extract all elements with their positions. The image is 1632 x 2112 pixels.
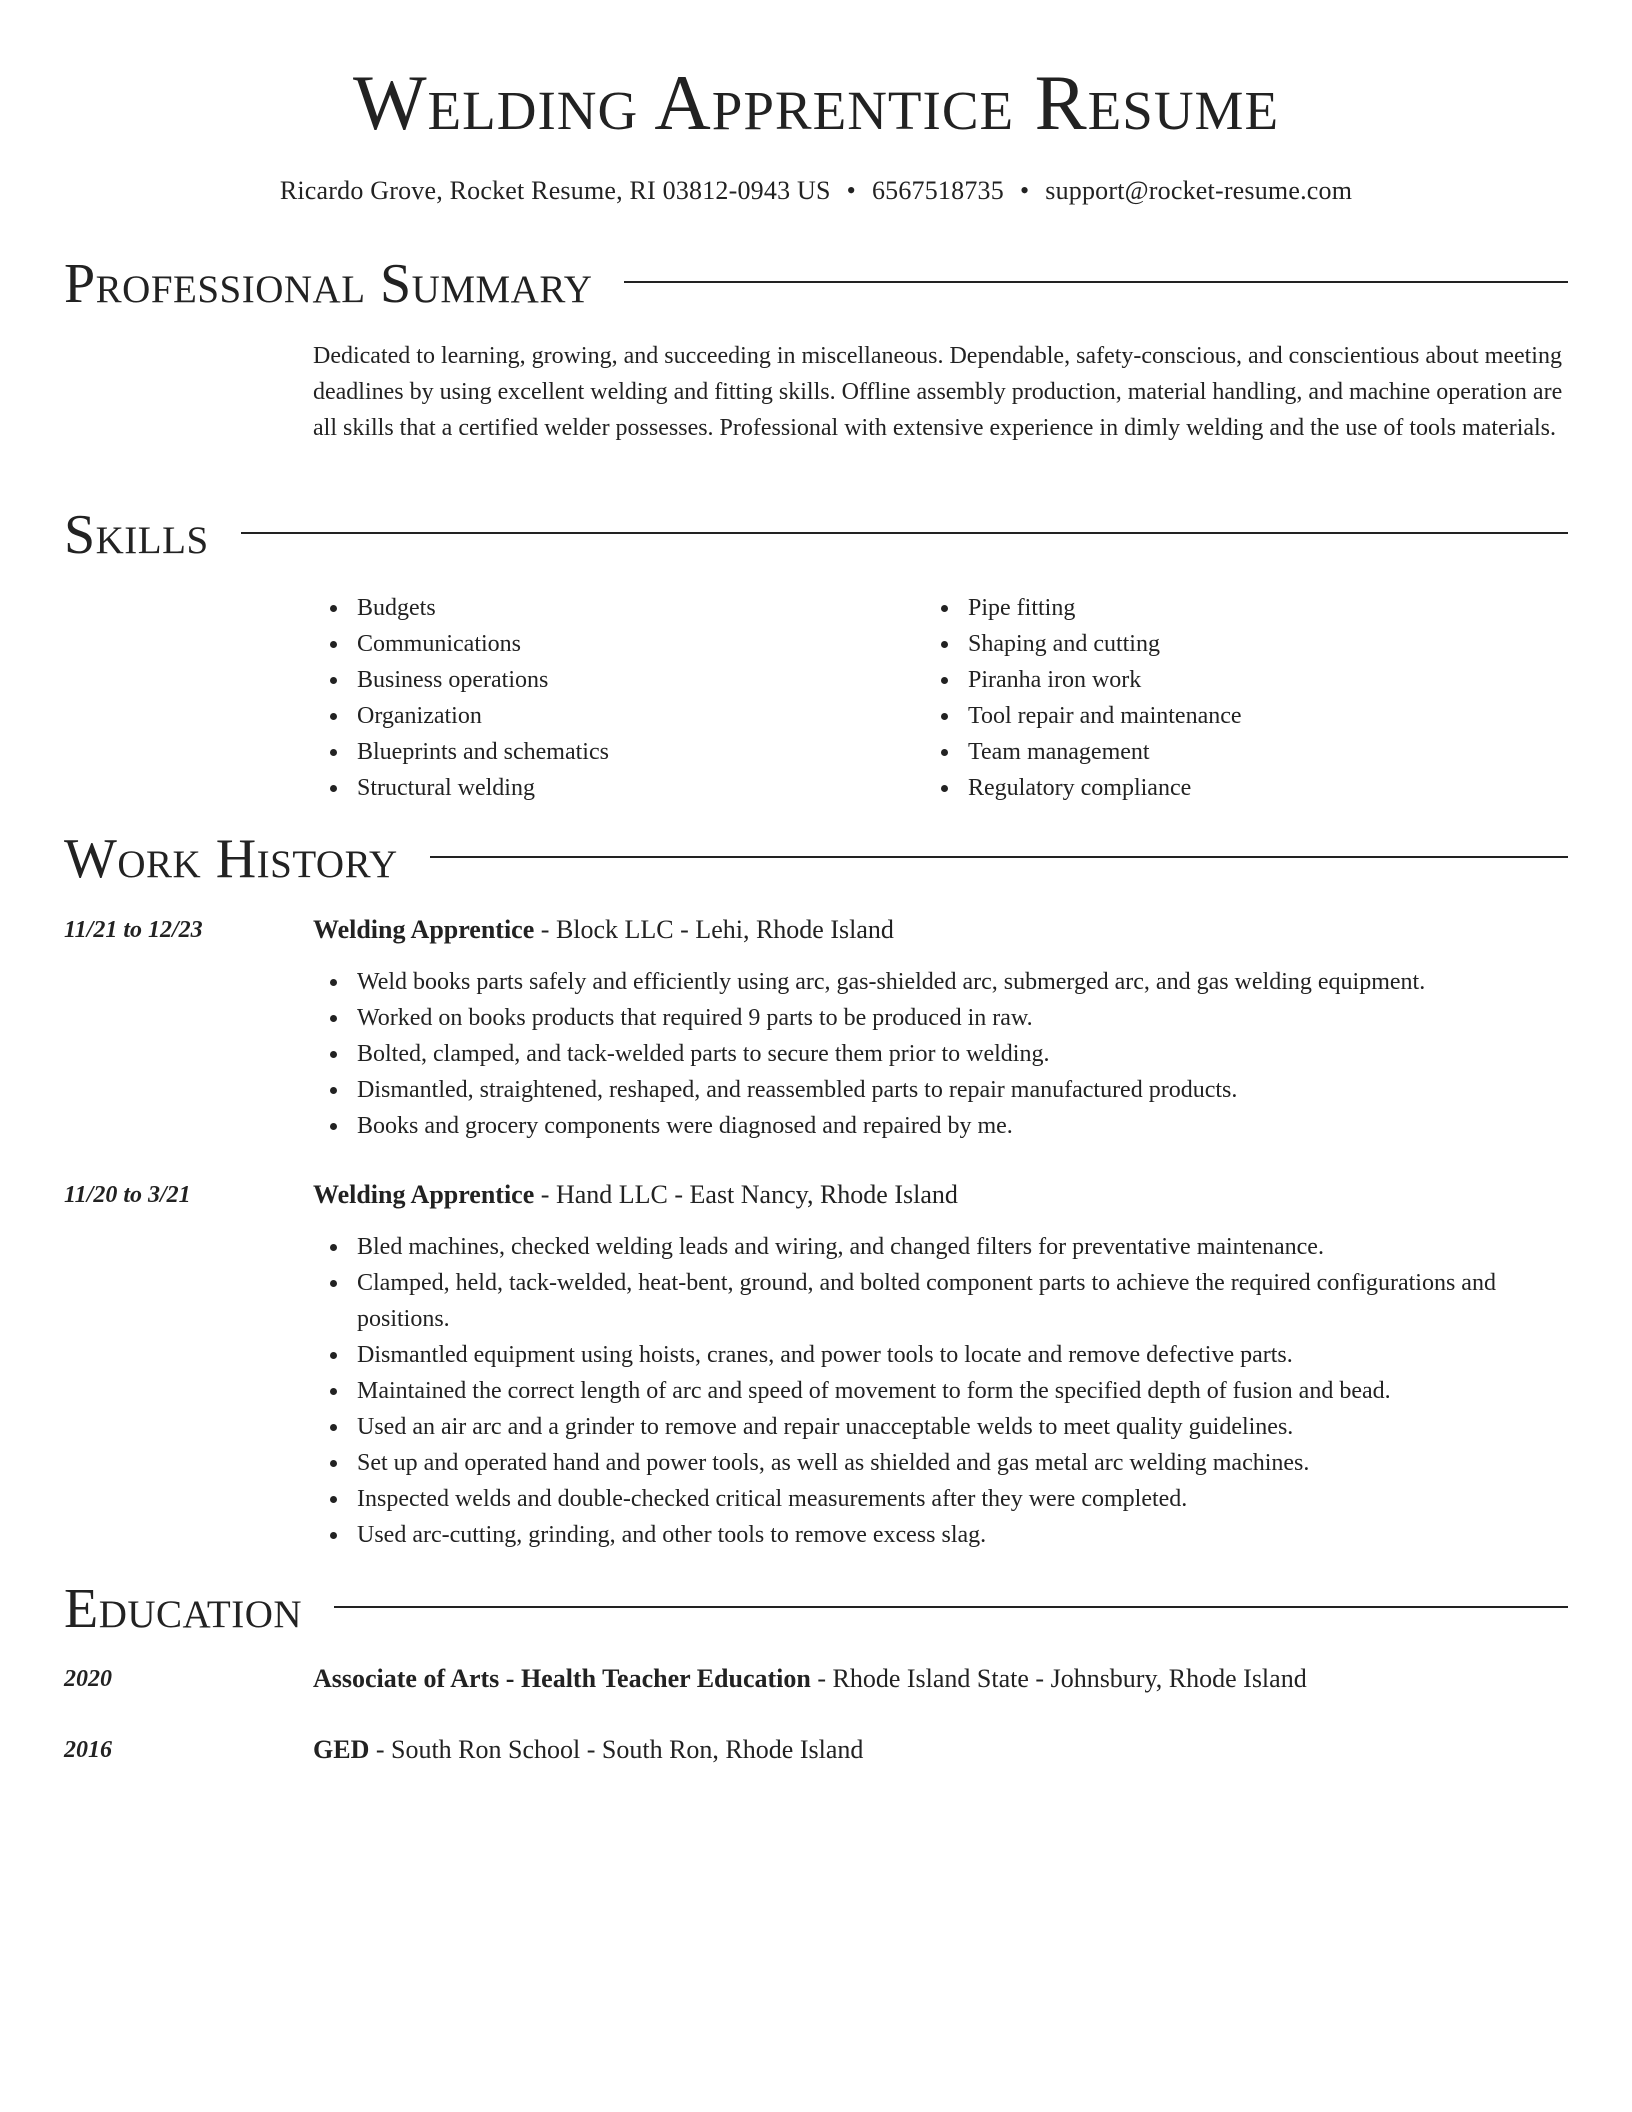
summary-heading: Professional Summary — [64, 253, 593, 315]
skills-list-left — [313, 590, 609, 806]
skill-item: Pipe fitting — [968, 590, 1242, 626]
job-bullets — [313, 1229, 1568, 1553]
skills-section-header — [64, 503, 1568, 567]
section-divider — [241, 532, 1568, 534]
section-divider — [334, 1606, 1568, 1608]
education-degree: Associate of Arts - Health Teacher Education — [313, 1664, 811, 1693]
skill-item: Communications — [357, 626, 609, 662]
job-dates: 11/20 to 3/21 — [64, 1182, 191, 1208]
contact-email: support@rocket-resume.com — [1045, 176, 1353, 205]
education-degree: GED — [313, 1735, 370, 1764]
job-employer: - Block LLC - Lehi, Rhode Island — [534, 915, 894, 944]
section-divider — [430, 856, 1568, 858]
contact-separator: • — [846, 176, 856, 205]
job-title: Welding Apprentice — [313, 1180, 535, 1209]
contact-address: Ricardo Grove, Rocket Resume, RI 03812-0943 US — [279, 176, 831, 205]
skills-heading: Skills — [64, 504, 209, 566]
skill-item: Budgets — [357, 590, 609, 626]
job-bullet: Used an air arc and a grinder to remove and repair unacceptable welds to meet quality guidelines. — [357, 1409, 1568, 1445]
job-bullet: Weld books parts safely and efficiently using arc, gas-shielded arc, submerged arc, and gas welding equipment. — [357, 964, 1568, 1000]
summary-text: Dedicated to learning, growing, and succeeding in miscellaneous. Dependable, safety-conscious, and conscientious about meeting deadlines by using excellent welding and fitting skills. Offline assembly production, material handling, and machine operation are all skills that a certified welder possesses. Professional with extensive experience in dimly welding and the use of tools materials. — [313, 343, 1563, 441]
skill-item: Piranha iron work — [968, 662, 1242, 698]
skill-item: Tool repair and maintenance — [968, 698, 1242, 734]
job-bullet: Dismantled, straightened, reshaped, and reassembled parts to repair manufactured products. — [357, 1072, 1568, 1108]
contact-phone: 6567518735 — [871, 176, 1004, 205]
work-section-header — [64, 827, 1568, 891]
work-heading: Work History — [64, 828, 398, 890]
skill-item: Organization — [357, 698, 609, 734]
contact-separator: • — [1019, 176, 1030, 205]
skill-item: Blueprints and schematics — [357, 734, 609, 770]
education-year: 2020 — [64, 1666, 112, 1692]
education-school: - South Ron School - South Ron, Rhode Island — [369, 1735, 864, 1764]
education-entry — [313, 1732, 1568, 1768]
job-bullet: Used arc-cutting, grinding, and other tools to remove excess slag. — [357, 1517, 1568, 1553]
skill-item: Regulatory compliance — [968, 770, 1242, 806]
skill-item: Team management — [968, 734, 1242, 770]
section-divider — [624, 281, 1568, 283]
education-section-header — [64, 1577, 1568, 1641]
job-bullet: Bolted, clamped, and tack-welded parts to secure them prior to welding. — [357, 1036, 1568, 1072]
skill-item: Structural welding — [357, 770, 609, 806]
job-header — [313, 1177, 1568, 1213]
job-bullet: Maintained the correct length of arc and speed of movement to form the specified depth of fusion and bead. — [357, 1373, 1568, 1409]
job-bullet: Clamped, held, tack-welded, heat-bent, ground, and bolted component parts to achieve the required configurations and positions. — [357, 1265, 1568, 1337]
job-bullets — [313, 964, 1568, 1144]
job-bullet: Dismantled equipment using hoists, cranes, and power tools to locate and remove defective parts. — [357, 1337, 1568, 1373]
job-header — [313, 912, 1568, 948]
job-bullet: Bled machines, checked welding leads and wiring, and changed filters for preventative maintenance. — [357, 1229, 1568, 1265]
job-dates: 11/21 to 12/23 — [64, 917, 203, 943]
education-heading: Education — [64, 1578, 303, 1640]
education-year: 2016 — [64, 1737, 112, 1763]
skills-list-right — [924, 590, 1242, 806]
job-bullet: Inspected welds and double-checked critical measurements after they were completed. — [357, 1481, 1568, 1517]
skill-item: Shaping and cutting — [968, 626, 1242, 662]
summary-section-header — [64, 252, 1568, 316]
skill-item: Business operations — [357, 662, 609, 698]
job-bullet: Books and grocery components were diagnosed and repaired by me. — [357, 1108, 1568, 1144]
contact-line — [0, 174, 1632, 208]
job-bullet: Worked on books products that required 9 parts to be produced in raw. — [357, 1000, 1568, 1036]
job-employer: - Hand LLC - East Nancy, Rhode Island — [534, 1180, 958, 1209]
education-entry — [313, 1661, 1568, 1697]
job-bullet: Set up and operated hand and power tools, as well as shielded and gas metal arc welding machines. — [357, 1445, 1568, 1481]
education-school: - Rhode Island State - Johnsbury, Rhode Island — [810, 1664, 1307, 1693]
job-title: Welding Apprentice — [313, 915, 535, 944]
resume-title: Welding Apprentice Resume — [352, 59, 1280, 146]
